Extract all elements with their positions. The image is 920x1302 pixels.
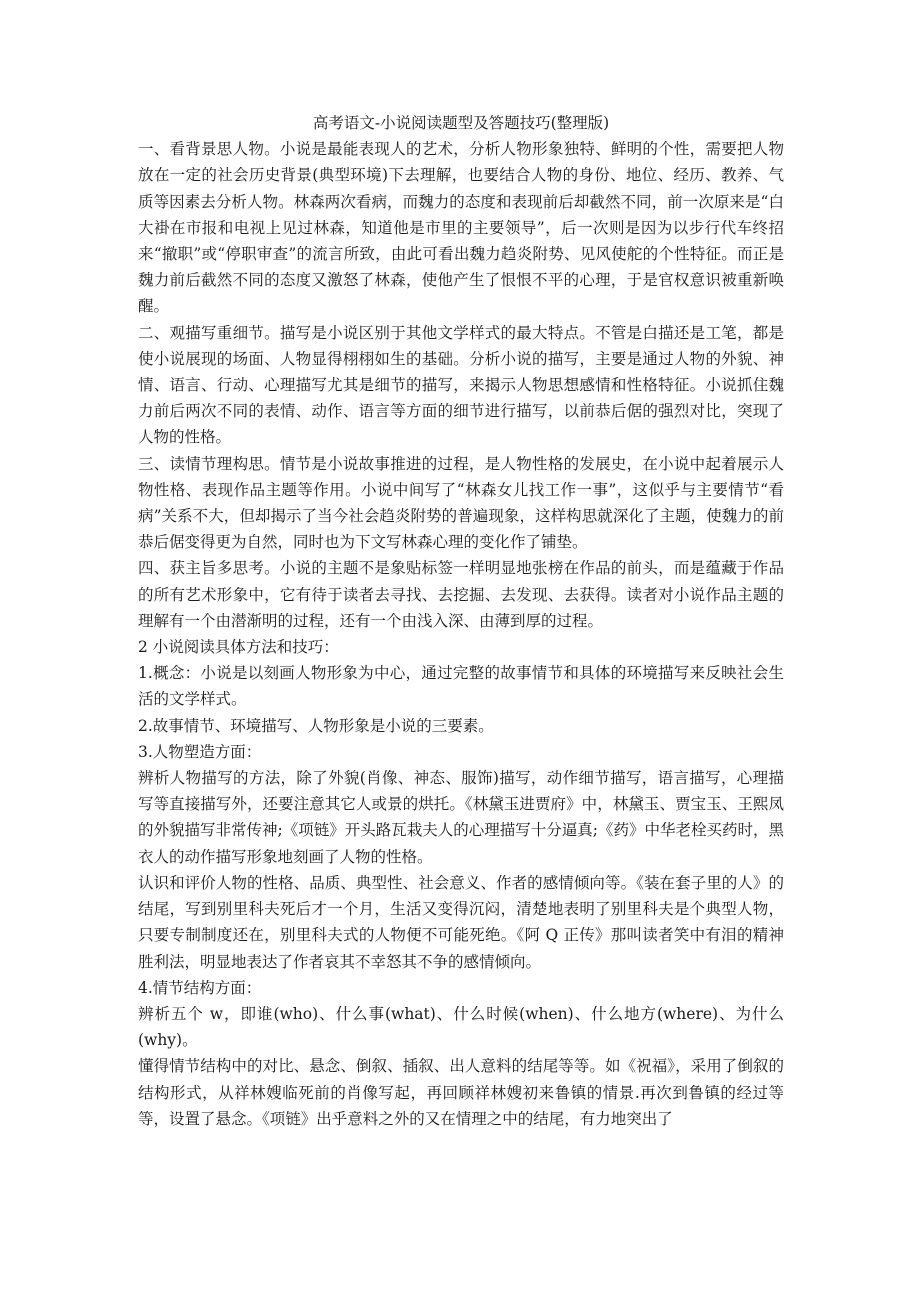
paragraph-character-evaluation: 认识和评价人物的性格、品质、典型性、社会意义、作者的感情倾向等。《装在套子里的人》的结尾，写到别里科夫死后才一个月，生活又变得沉闷，清楚地表明了别里科夫是个典型人物，只要专制制度还在，别里科夫式的人物便不可能死绝。《阿 Q 正传》那叫读者笑中有泪的精神胜利法，明显地表达了作者哀其不幸怒其不争的感情倾向。 <box>138 873 784 971</box>
paragraph-plot-structure: 三、读情节理构思。情节是小说故事推进的过程，是人物性格的发展史，在小说中起着展示人物性格、表现作品主题等作用。小说中间写了“林森女儿找工作一事”，这似乎与主要情节“看病”关系不大，但却揭示了当今社会趋炎附势的普遍现象，这样构思就深化了主题，使魏力的前恭后倨变得更为自然，同时也为下文写林森心理的变化作了铺垫。 <box>138 454 784 552</box>
paragraph-description-detail: 二、观描写重细节。描写是小说区别于其他文学样式的最大特点。不管是白描还是工笔，都是使小说展现的场面、人物显得栩栩如生的基础。分析小说的描写，主要是通过人物的外貌、神情、语言、行动、心理描写尤其是细节的描写，来揭示人物思想感情和性格特征。小说抓住魏力前后两次不同的表情、动作、语言等方面的细节进行描写，以前恭后倨的强烈对比，突现了人物的性格。 <box>138 323 784 447</box>
document-title: 高考语文-小说阅读题型及答题技巧(整理版) <box>312 114 610 132</box>
list-item-three-elements: 2.故事情节、环境描写、人物形象是小说的三要素。 <box>138 716 494 735</box>
section-heading-methods: 2 小说阅读具体方法和技巧： <box>138 638 339 657</box>
paragraph-plot-techniques: 懂得情节结构中的对比、悬念、倒叙、插叙、出人意料的结尾等等。如《祝福》，采用了倒叙的结构形式，从祥林嫂临死前的肖像写起，再回顾祥林嫂初来鲁镇的情景.再次到鲁镇的经过等等，设置了悬念。《项链》出乎意料之外的又在情理之中的结尾，有力地突出了 <box>138 1057 784 1128</box>
list-item-plot-heading: 4.情节结构方面： <box>138 978 262 997</box>
paragraph-character-methods: 辨析人物描写的方法，除了外貌(肖像、神态、服饰)描写，动作细节描写，语言描写，心理描写等直接描写外，还要注意其它人或景的烘托。《林黛玉进贾府》中，林黛玉、贾宝玉、王熙凤的外貌描写非常传神;《项链》开头路瓦栽夫人的心理描写十分逼真;《药》中华老栓买药时，黑衣人的动作描写形象地刻画了人物的性格。 <box>138 769 784 866</box>
paragraph-five-w: 辨析五个 w，即谁(who)、什么事(what)、什么时候(when)、什么地方(where)、为什么(why)。 <box>138 1004 784 1050</box>
list-item-character-heading: 3.人物塑造方面： <box>138 742 262 761</box>
list-item-concept: 1.概念：小说是以刻画人物形象为中心，通过完整的故事情节和具体的环境描写来反映社会生活的文学样式。 <box>138 664 784 709</box>
document-page <box>138 110 784 1132</box>
paragraph-theme-thinking: 四、获主旨多思考。小说的主题不是象贴标签一样明显地张榜在作品的前头，而是蕴藏于作品的所有艺术形象中，它有待于读者去寻找、去挖掘、去发现、去获得。读者对小说作品主题的理解有一个由潜渐明的过程，还有一个由浅入深、由薄到厚的过程。 <box>138 559 784 630</box>
paragraph-background-character: 一、看背景思人物。小说是最能表现人的艺术，分析人物形象独特、鲜明的个性，需要把人物放在一定的社会历史背景(典型环境)下去理解，也要结合人物的身份、地位、经历、教养、气质等因素去分析人物。林森两次看病，而魏力的态度和表现前后却截然不同，前一次原来是“白大褂在市报和电视上见过林森，知道他是市里的主要领导”，后一次则是因为以步行代车终招来“撤职”或“停职审查”的流言所致，由此可看出魏力趋炎附势、见风使舵的个性特征。而正是魏力前后截然不同的态度又激怒了林森，使他产生了恨恨不平的心理，于是官权意识被重新唤醒。 <box>138 140 784 316</box>
